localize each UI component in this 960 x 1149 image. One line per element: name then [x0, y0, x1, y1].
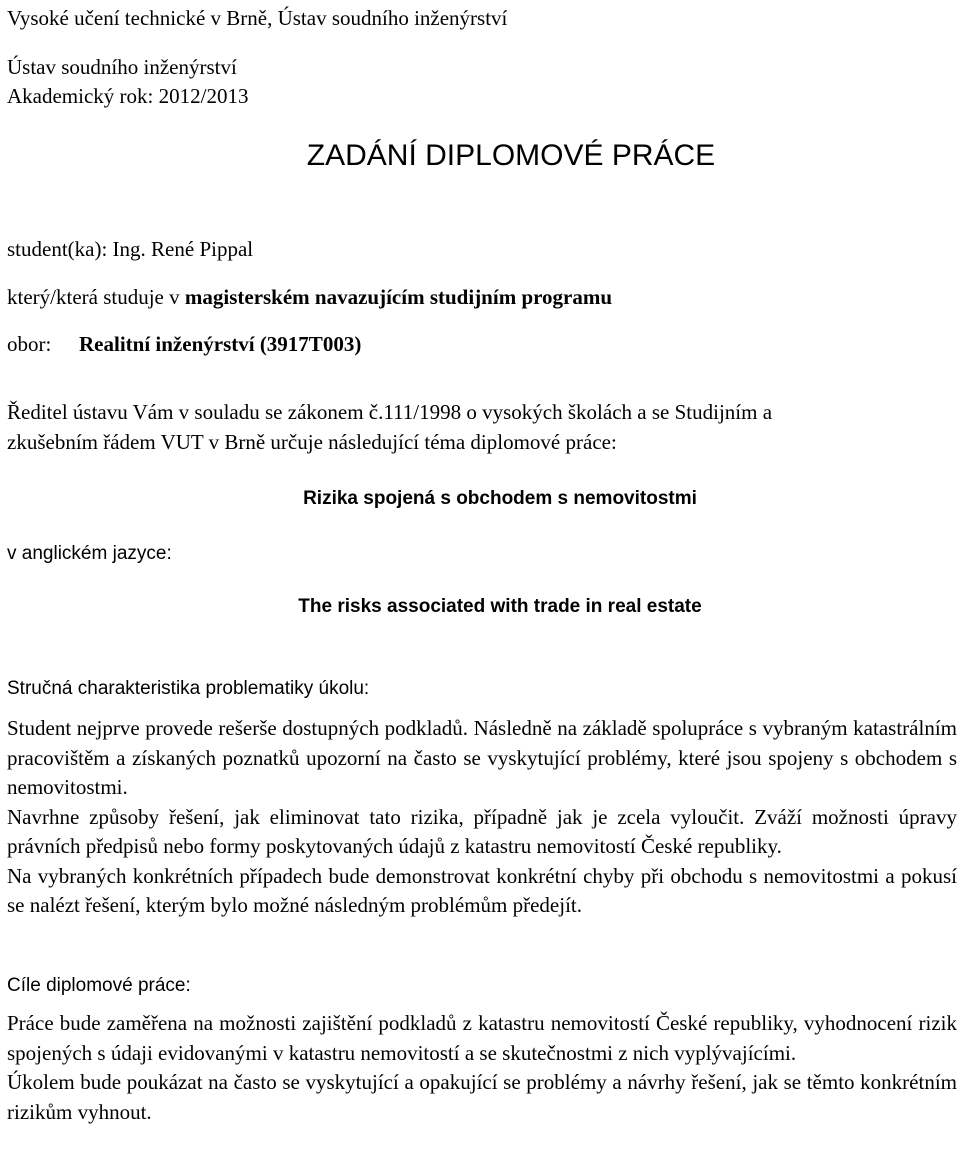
academic-year-line: Akademický rok: 2012/2013 — [7, 84, 249, 108]
institution-line: Vysoké učení technické v Brně, Ústav soudního inženýrství — [7, 6, 508, 30]
document-title: ZADÁNÍ DIPLOMOVÉ PRÁCE — [306, 139, 716, 172]
intro-line-2: zkušebním řádem VUT v Brně určuje následující téma diplomové práce: — [7, 429, 617, 454]
field-name: Realitní inženýrství (3917T003) — [79, 332, 362, 356]
intro-line-1: Ředitel ústavu Vám v souladu se zákonem č.111/1998 o vysokých školách a se Studijním a — [7, 400, 773, 424]
english-label: v anglickém jazyce: — [7, 543, 172, 564]
topic-czech: Rizika spojená s obchodem s nemovitostmi — [303, 488, 697, 509]
student-line: student(ka): Ing. René Pippal — [7, 237, 254, 261]
characteristics-paragraph-1: Student nejprve provede rešerše dostupných podkladů. Následně na základě spolupráce s vybraným katastrálním pracovištěm a získaných poznatků upozorní na často se vyskytující problémy, které jsou spojeny s obchodem s nemovitostmi. — [7, 716, 957, 799]
field-line — [7, 332, 361, 356]
program-name: magisterském navazujícím studijním programu — [184, 285, 613, 309]
characteristics-text — [7, 714, 957, 921]
characteristics-heading: Stručná charakteristika problematiky úkolu: — [7, 678, 370, 699]
goals-heading: Cíle diplomové práce: — [7, 975, 191, 996]
goals-text — [7, 1009, 957, 1127]
program-prefix: který/která studuje v — [7, 285, 185, 309]
characteristics-paragraph-2: Navrhne způsoby řešení, jak eliminovat tato rizika, případně jak je zcela vyloučit. Zváží možnosti úpravy právních předpisů nebo formy poskytovaných údajů z katastru nemovitostí České republiky. — [7, 804, 957, 858]
goals-paragraph-1: Práce bude zaměřena na možnosti zajištění podkladů z katastru nemovitostí České republiky, vyhodnocení rizik spojených s údaji evidovanými v katastru nemovitostí a se skutečnostmi z nich vyplývajícími. — [7, 1011, 957, 1065]
department-line: Ústav soudního inženýrství — [7, 55, 237, 79]
program-line — [7, 285, 612, 309]
goals-paragraph-2: Úkolem bude poukázat na často se vyskytující a opakující se problémy a návrhy řešení, jak se těmto konkrétním rizikům vyhnout. — [7, 1070, 957, 1124]
topic-english: The risks associated with trade in real estate — [298, 596, 702, 617]
characteristics-paragraph-3: Na vybraných konkrétních případech bude demonstrovat konkrétní chyby při obchodu s nemovitostmi a pokusí se nalézt řešení, kterým bylo možné následným problémům předejít. — [7, 863, 957, 917]
intro-paragraph — [7, 398, 957, 457]
field-label: obor: — [7, 332, 52, 356]
